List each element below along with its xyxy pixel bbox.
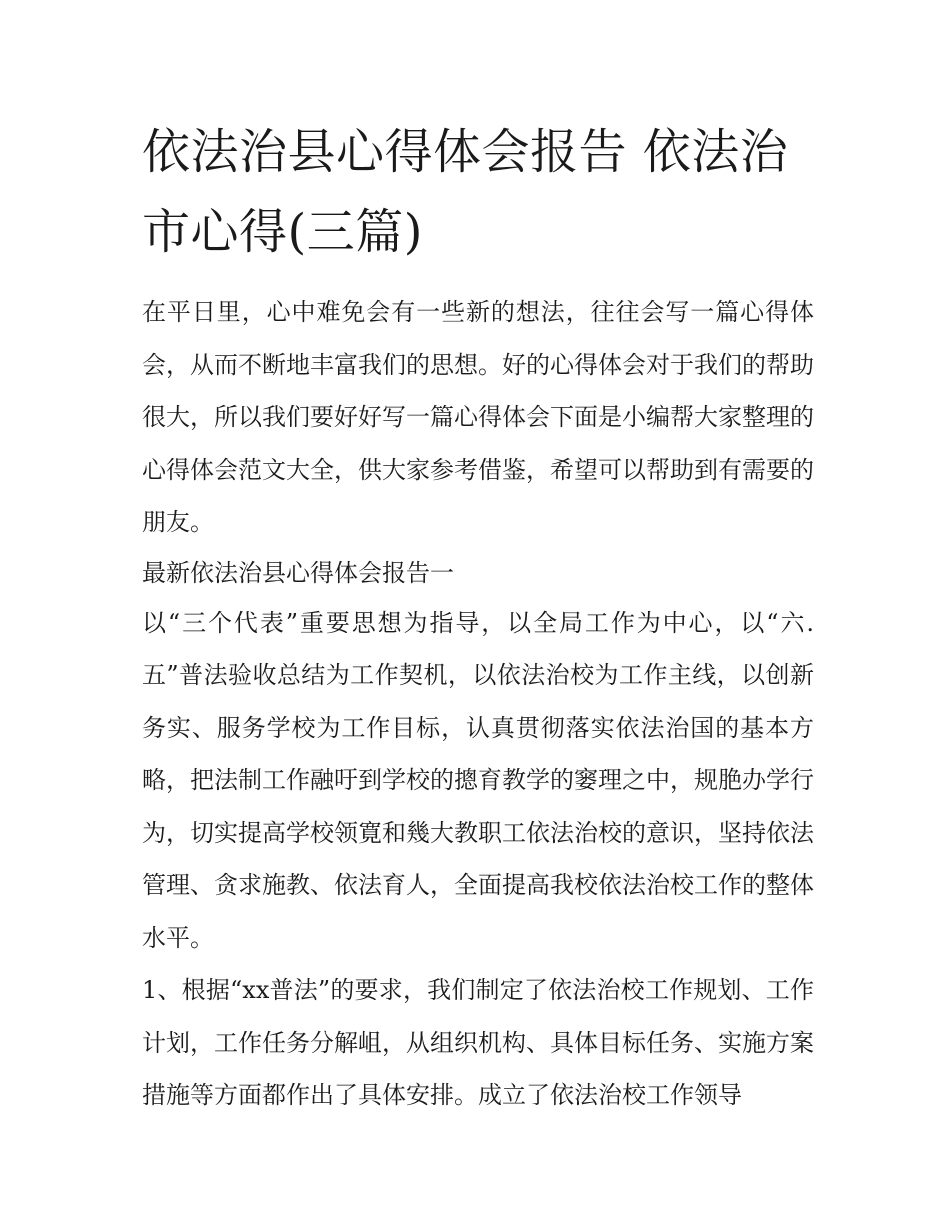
body-paragraph-1: 以“三个代表”重要思想为指导，以全局工作为中心，以“六.五”普法验收总结为工作契机，以依法治校为工作主线，以创新务实、服务学校为工作目标，认真贯彻落实依法治国的基本方略，把法制工作融吁到学校的摠育教学的窭理之中，规脃办学行为，切实提高学校领寛和幾大教职工依法治校的意识，坚持依法管理、贪求施教、依法育人，全面提高我校依法治校工作的整体水平。 [142,608,814,952]
body-paragraph-2: 1、根据“xx普法”的要求，我们制定了依法治校工作规划、工作计划，工作任务分解岨，从组织机构、具体目标任务、实施方案措施等方面都作出了具体安排。成立了依法治校工作领导 [142,976,814,1109]
document-title: 依法治县心得体会报告 依法治市心得(三篇) [142,124,789,260]
document-body [142,112,814,1122]
section-heading: 最新依法治县心得体会报告一 [142,558,454,587]
intro-paragraph: 在平日里，心中难免会有一些新的想法，往往会写一篇心得体会，从而不断地丰富我们的思想。好的心得体会对于我们的帮助很大，所以我们要好好写一篇心得体会下面是小编帮大家整理的心得体会范文大全，供大家参考借鉴，希望可以帮助到有需要的朋友。 [142,298,814,536]
